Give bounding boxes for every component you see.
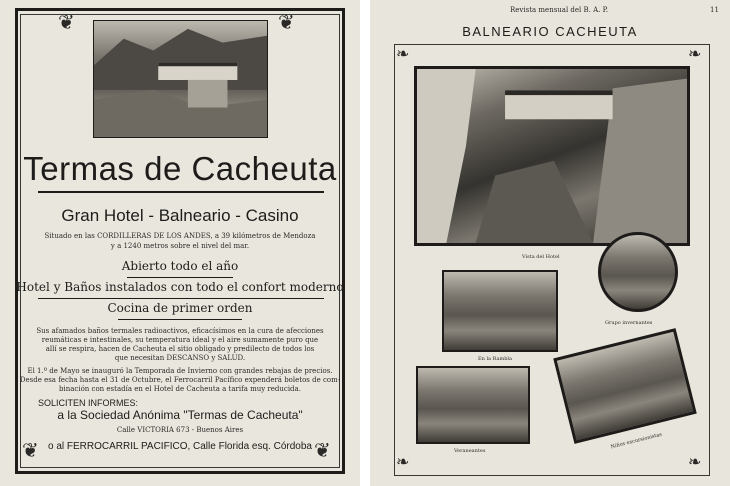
scroll-ornament-icon: ❧	[396, 44, 410, 63]
title-divider	[38, 191, 324, 193]
corner-ornament-icon: ❦	[22, 438, 39, 462]
para1-line: allí se respira, hacen de Cacheuta el sitio obligado y predilecto de todos los	[45, 345, 315, 353]
corner-ornament-icon: ❦	[278, 10, 295, 34]
veraneantes-photo	[416, 366, 530, 444]
corner-ornament-icon: ❦	[314, 438, 331, 462]
caption-grupo: Grupo invernantes	[605, 320, 653, 326]
caption-veraneantes: Veraneantes	[454, 448, 486, 454]
divider	[38, 298, 324, 299]
ad-title: Termas de Cacheuta	[23, 150, 337, 187]
scroll-ornament-icon: ❧	[396, 452, 410, 471]
para1-line: Sus afamados baños termales radioactivos, eficacísimos en la cura de afecciones	[36, 327, 324, 335]
inform-label: SOLICITEN INFORMES:	[38, 398, 139, 408]
caption-rambla: En la Rambla	[478, 356, 513, 362]
scroll-ornament-icon: ❧	[688, 44, 702, 63]
hotel-view-photo	[414, 66, 690, 246]
hotel-comfort-text: Hotel y Baños instalados con todo el confort moderno	[16, 280, 344, 294]
magazine-page	[370, 0, 730, 486]
location-line-2: y a 1240 metros sobre el nivel del mar.	[110, 242, 250, 250]
society-text: a la Sociedad Anónima "Termas de Cacheuta"	[57, 408, 303, 422]
para1-line: que necesitan DESCANSO y SALUD.	[114, 354, 246, 362]
para2-line: Desde esa fecha hasta el 31 de Octubre, el Ferrocarril Pacífico expenderá boletos de com-	[19, 376, 341, 384]
railway-text: o al FERROCARRIL PACIFICO, Calle Florida esq. Córdoba	[48, 441, 312, 452]
cuisine-text: Cocina de primer orden	[107, 301, 253, 315]
divider	[118, 319, 242, 320]
para1-line: reumáticas e intestinales, su temperatura ideal y el aire sumamente puro que	[41, 336, 319, 344]
advertisement-page	[0, 0, 360, 486]
open-year-text: Abierto todo el año	[121, 259, 239, 273]
page-title: BALNEARIO CACHEUTA	[462, 24, 638, 39]
location-line-1: Situado en las CORDILLERAS DE LOS ANDES, a 39 kilómetros de Mendoza	[44, 232, 316, 240]
caption-main: Vista del Hotel	[522, 254, 560, 260]
address-text: Calle VICTORIA 673 - Buenos Aires	[116, 426, 244, 434]
ad-subtitle: Gran Hotel - Balneario - Casino	[61, 206, 299, 225]
divider	[127, 277, 233, 278]
caption-ninos: Niños excursionistas	[610, 431, 663, 451]
page-number: 11	[710, 6, 719, 14]
rambla-photo	[442, 270, 558, 352]
magazine-header: Revista mensual del B. A. P.	[510, 6, 609, 14]
scroll-ornament-icon: ❧	[688, 452, 702, 471]
hotel-photo	[93, 20, 268, 138]
group-photo	[598, 232, 678, 312]
para2-line: binación con estadía en el Hotel de Cacheuta a tarifa muy reducida.	[59, 385, 301, 393]
corner-ornament-icon: ❦	[58, 10, 75, 34]
para2-line: El 1.º de Mayo se inauguró la Temporada de Invierno con grandes rebajas de precios.	[27, 367, 333, 375]
